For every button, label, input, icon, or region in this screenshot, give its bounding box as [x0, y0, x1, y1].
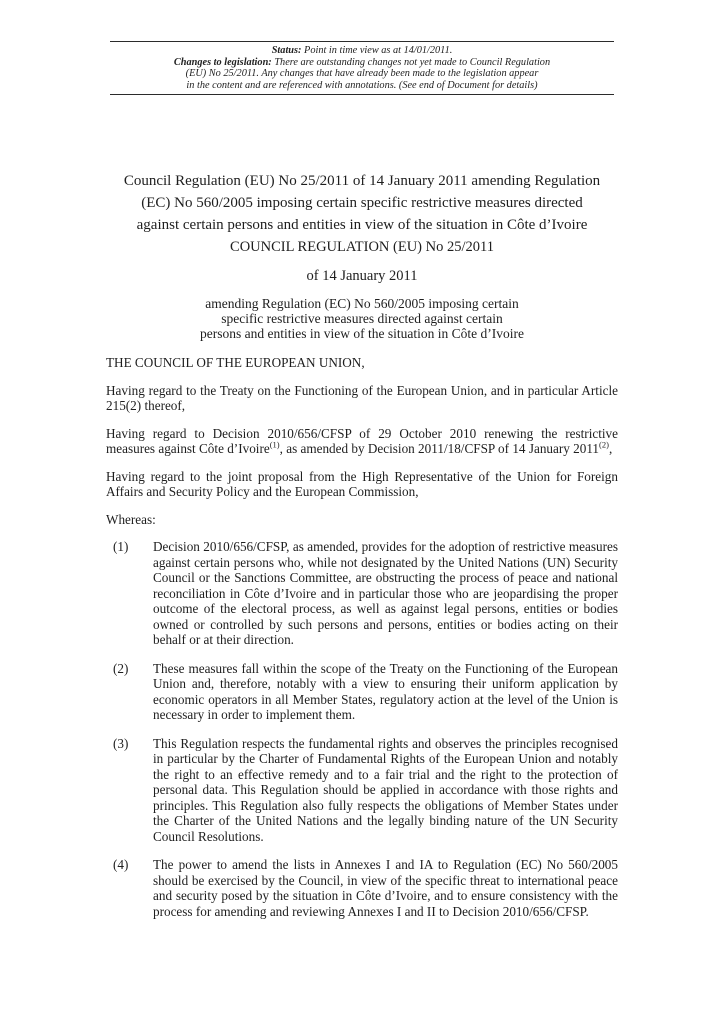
- changes-line-3: in the content and are referenced with annotations. (See end of Document for details): [186, 79, 538, 91]
- changes-line-1: [110, 57, 614, 69]
- preamble-opening: THE COUNCIL OF THE EUROPEAN UNION,: [106, 355, 365, 371]
- footnote-ref-2: (2): [599, 440, 609, 450]
- recital-text: The power to amend the lists in Annexes I and IA to Regulation (EC) No 560/2005 should be exercised by the Council, in view of the specific threat to international peace and security posed by the situation in Côte d’Ivoire, and to ensure consistency with the process for amending and reviewing Annexes I and II to Decision 2010/656/CFSP.: [153, 857, 618, 919]
- citation-decision-text: Having regard to Decision 2010/656/CFSP of 29 October 2010 renewing the restrictive measures against Côte d’Ivoire: [106, 425, 618, 457]
- recital-item-3: [106, 736, 618, 845]
- recital-text: This Regulation respects the fundamental rights and observes the principles recognised in particular by the Charter of Fundamental Rights of the European Union and notably the right to an effective remedy and to a fair trial and the right to the protection of personal data. This Regulation should be applied in accordance with those rights and principles. This Regulation also fully respects the obligations of Member States under the Charter of the United Nations and the legally binding nature of the UN Security Council Resolutions.: [153, 735, 618, 844]
- changes-text-1: There are outstanding changes not yet made to Council Regulation: [274, 56, 551, 68]
- regulation-subtitle-line: persons and entities in view of the situation in Côte d’Ivoire: [200, 326, 524, 342]
- recital-number: (4): [113, 857, 129, 873]
- document-title-line: (EC) No 560/2005 imposing certain specific restrictive measures directed: [141, 194, 583, 211]
- regulation-heading: COUNCIL REGULATION (EU) No 25/2011: [230, 239, 494, 256]
- document-body: [106, 171, 618, 919]
- regulation-subtitle: [106, 296, 618, 341]
- citation-treaty: Having regard to the Treaty on the Functioning of the European Union, and in particular Article 215(2) thereof,: [106, 382, 618, 414]
- regulation-date: of 14 January 2011: [306, 268, 418, 285]
- recital-item-1: [106, 539, 618, 648]
- whereas-label: Whereas:: [106, 511, 156, 527]
- changes-line-2: (EU) No 25/2011. Any changes that have already been made to the legislation appear: [185, 68, 539, 80]
- regulation-subtitle-line: amending Regulation (EC) No 560/2005 imposing certain: [205, 296, 519, 312]
- footnote-ref-1: (1): [269, 440, 280, 450]
- citation-decision: [106, 426, 618, 457]
- document-title: [106, 171, 618, 236]
- recital-text: These measures fall within the scope of the Treaty on the Functioning of the European Union and, therefore, notably with a view to ensuring their uniform application by economic operators in all Member States, regulatory action at the level of the Union is necessary in order to implement them.: [153, 660, 618, 723]
- banner-bottom-rule: [110, 94, 614, 95]
- recital-list: [106, 539, 618, 919]
- status-line: [110, 45, 614, 57]
- recital-number: (1): [113, 539, 129, 555]
- recital-number: (3): [113, 735, 129, 751]
- recital-number: (2): [113, 660, 129, 676]
- status-banner: [110, 41, 614, 95]
- status-text: Point in time view as at 14/01/2011.: [304, 45, 453, 56]
- citation-decision-text: , as amended by Decision 2011/18/CFSP of 14 January 2011: [279, 441, 600, 457]
- banner-top-rule: [110, 41, 614, 42]
- document-title-line: against certain persons and entities in view of the situation in Côte d’Ivoire: [136, 216, 588, 233]
- citation-decision-text: ,: [608, 441, 613, 457]
- regulation-subtitle-line: specific restrictive measures directed against certain: [221, 311, 503, 327]
- changes-label: Changes to legislation:: [173, 56, 272, 68]
- recital-text: Decision 2010/656/CFSP, as amended, provides for the adoption of restrictive measures against certain persons who, while not designated by the United Nations (UN) Security Council or the Sanctions Committee, are obstructing the process of peace and national reconciliation in Côte d’Ivoire and in particular those who are jeopardising the proper outcome of the electoral process, as well as against legal persons, entities or bodies owned or controlled by such persons and persons, entities or bodies acting on their behalf or at their direction.: [153, 539, 618, 648]
- recital-item-2: [106, 661, 618, 723]
- document-title-line: Council Regulation (EU) No 25/2011 of 14 January 2011 amending Regulation: [123, 173, 601, 189]
- recital-item-4: [106, 857, 618, 919]
- status-label: Status:: [271, 45, 302, 56]
- citation-proposal: Having regard to the joint proposal from the High Representative of the Union for Foreign Affairs and Security Policy and the European Commission,: [106, 468, 618, 500]
